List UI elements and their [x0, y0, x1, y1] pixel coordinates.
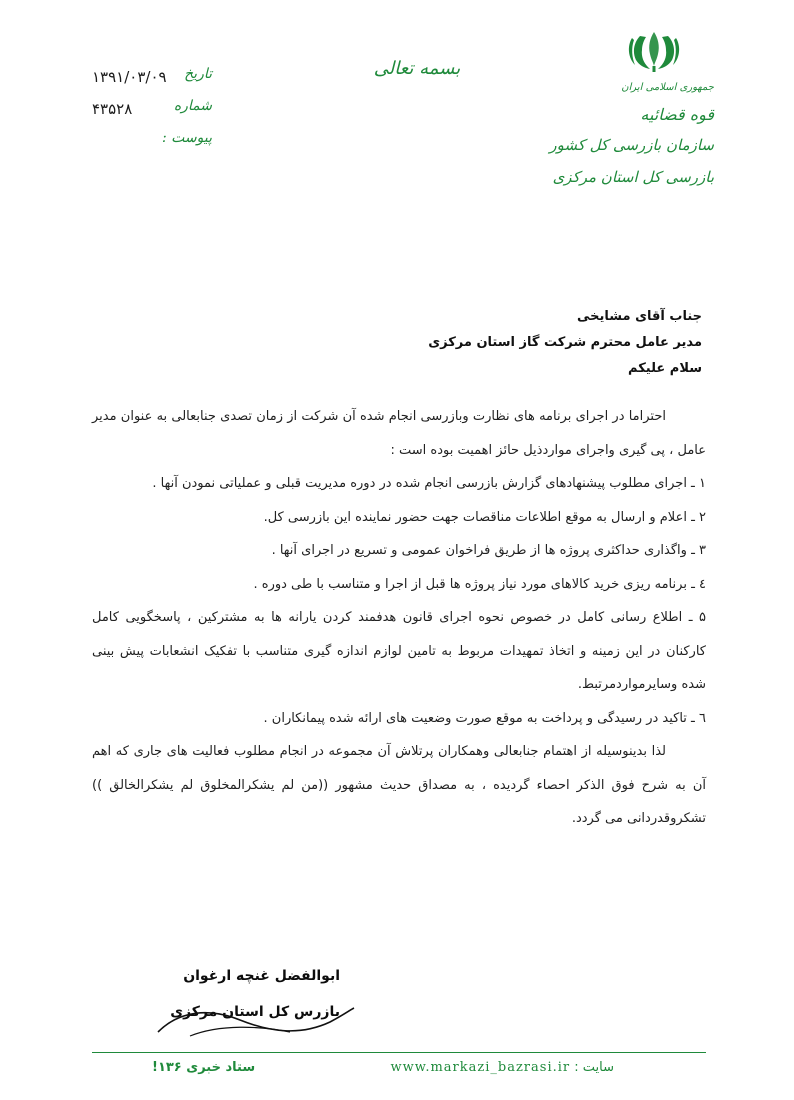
org-inspection-national: سازمان بازرسی کل کشور — [549, 136, 714, 154]
footer-site — [390, 1060, 614, 1075]
list-item: ۳ ـ واگذاری حداکثری پروژه ها از طریق فراخوان عمومی و تسریع در اجرای آنها . — [271, 543, 706, 558]
number-value: ۴۳۵۲۸ — [92, 100, 133, 118]
org-inspection-province: بازرسی کل استان مرکزی — [552, 168, 714, 186]
list-item: ٦ ـ تاکید در رسیدگی و پرداخت به موقع صورت وضعیت های ارائه شده پیمانکاران . — [263, 710, 706, 726]
attachment-row — [92, 130, 212, 162]
letter-metadata — [92, 66, 212, 162]
list-item: ۱ ـ اجرای مطلوب پیشنهادهای گزارش بازرسی انجام شده در دوره مدیریت قبلی و عملیاتی نمودن آنها . — [152, 476, 706, 491]
org-judiciary: قوه قضائیه — [640, 105, 714, 124]
list-item: ۲ ـ اعلام و ارسال به موقع اطلاعات مناقصات جهت حضور نماینده این بازرسی کل. — [263, 509, 706, 525]
list-item: ٤ ـ برنامه ریزی خرید کالاهای مورد نیاز پروژه ها قبل از اجرا و متناسب با طی دوره . — [253, 576, 706, 592]
site-url-link[interactable]: www.markazi_bazrasi.ir — [390, 1060, 571, 1075]
signer-title: بازرس کل استان مرکزی — [170, 1004, 340, 1020]
addressee-name: جناب آقای مشایخی — [577, 309, 702, 324]
date-value: ۱۳۹۱/۰۳/۰۹ — [92, 68, 167, 86]
invocation-heading: بسمه تعالی — [373, 58, 461, 79]
org-country: جمهوری اسلامی ایران — [621, 82, 714, 93]
list-item: ۵ ـ اطلاع رسانی کامل در خصوص نحوه اجرای قانون هدفمند کردن یارانه ها به مشترکین ، پاسخگویی کامل کارکنان در این زمینه و اتخاذ تمهیدات مربوط به تامین لوازم اندازه گیری متناسب با تفکیک انشعابات پیش بینی شده وسایرمواردمرتبط. — [92, 610, 706, 692]
footer — [92, 1060, 706, 1084]
news-hotline: ستاد خبری ۱۳۶! — [152, 1060, 256, 1075]
date-row — [92, 66, 212, 98]
addressee-block — [202, 304, 702, 382]
site-label: سایت : — [574, 1060, 614, 1075]
closing-paragraph: لذا بدینوسیله از اهتمام جنابعالی وهمکاران پرتلاش آن مجموعه در انجام مطلوب فعالیت های جاری که اهم آن به شرح فوق الذکر احصاء گردیده ، به مصداق حدیث مشهور ((من لم یشکرالمخلوق لم یشکرالخالق )) تشکروقدردانی می گردد. — [92, 744, 706, 826]
letterhead-organization — [514, 82, 714, 186]
date-label: تاریخ — [184, 66, 212, 82]
signer-name: ابوالفضل غنچه ارغوان — [183, 968, 340, 984]
number-label: شماره — [173, 98, 212, 114]
iran-emblem-icon — [626, 28, 682, 74]
addressee-position: مدیر عامل محترم شرکت گاز استان مرکزی — [428, 335, 702, 350]
intro-paragraph: احتراما در اجرای برنامه های نظارت وبازرسی انجام شده آن شرکت از زمان تصدی جنابعالی به عنوان مدیر عامل ، پی گیری واجرای مواردذیل حائز اهمیت بوده است : — [92, 409, 706, 458]
letter-body — [92, 400, 706, 836]
attachment-label: پیوست : — [162, 130, 212, 146]
number-row — [92, 98, 212, 130]
greeting: سلام علیکم — [628, 361, 702, 376]
signature-scribble-icon — [150, 1002, 360, 1042]
footer-divider — [92, 1052, 706, 1053]
